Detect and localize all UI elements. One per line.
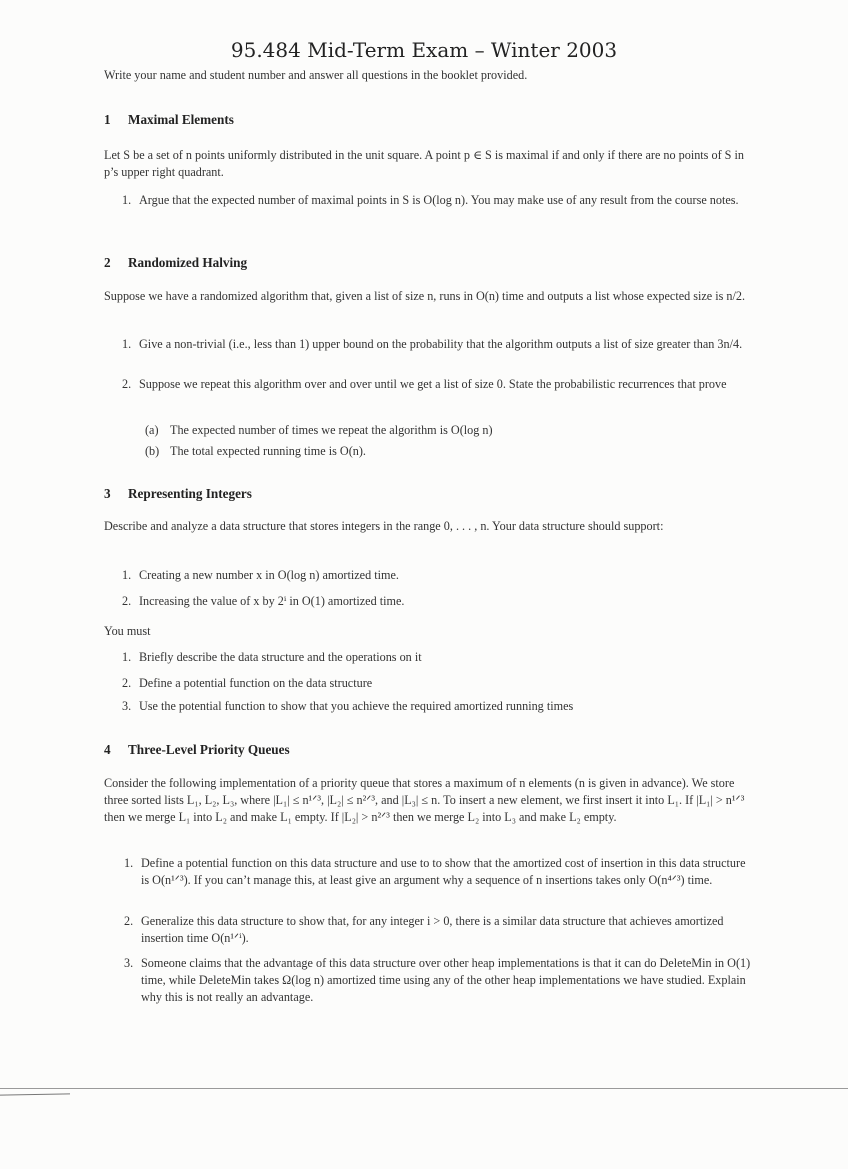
section-3-must-item-3: 3. Use the potential function to show that you achieve the required amortized running times bbox=[122, 699, 574, 713]
section-4-item-2: 2. Generalize this data structure to show that, for any integer i > 0, there is a similar data structure that achieves amortized insertion time O(n¹ᐟⁱ). bbox=[124, 914, 724, 945]
section-2-item-2: 2. Suppose we repeat this algorithm over and over until we get a list of size 0. State the probabilistic recurrences that prove bbox=[122, 377, 727, 391]
section-4-item-3: 3. Someone claims that the advantage of this data structure over other heap implementations is that it can do DeleteMin in O(1) time, while DeleteMin takes Ω(log n) amortized time using any of the other heap implementations we have studied. Explain why this is not really an advantage. bbox=[124, 956, 751, 1004]
section-3-item-1: 1. Creating a new number x in O(log n) amortized time. bbox=[122, 568, 399, 582]
section-2-heading: 2 Randomized Halving bbox=[104, 255, 248, 270]
section-3-must-item-2: 2. Define a potential function on the data structure bbox=[122, 676, 373, 690]
section-2-item-1: 1. Give a non-trivial (i.e., less than 1) upper bound on the probability that the algorithm outputs a list of size greater than 3n/4. bbox=[122, 337, 743, 351]
section-3-item-2: 2. Increasing the value of x by 2ⁱ in O(1) amortized time. bbox=[122, 594, 405, 608]
section-3-heading: 3 Representing Integers bbox=[104, 486, 252, 501]
section-1-item-1: 1. Argue that the expected number of maximal points in S is O(log n). You may make use of any result from the course notes. bbox=[122, 193, 739, 207]
section-4-heading: 4 Three-Level Priority Queues bbox=[104, 742, 290, 757]
section-1-heading: 1 Maximal Elements bbox=[104, 112, 234, 127]
section-3-must-label: You must bbox=[104, 624, 151, 638]
section-2-paragraph: Suppose we have a randomized algorithm that, given a list of size n, runs in O(n) time and outputs a list whose expected size is n/2. bbox=[104, 289, 746, 303]
section-1-paragraph: Let S be a set of n points uniformly distributed in the unit square. A point p ∈ S is maximal if and only if there are no points of S in p’s upper right quadrant. bbox=[104, 148, 744, 179]
section-3-must-item-1: 1. Briefly describe the data structure and the operations on it bbox=[122, 650, 422, 664]
exam-title: 95.484 Mid-Term Exam – Winter 2003 bbox=[230, 38, 618, 62]
section-3-paragraph: Describe and analyze a data structure that stores integers in the range 0, . . . , n. Your data structure should support: bbox=[104, 519, 664, 533]
section-2-subitem-a: (a) The expected number of times we repeat the algorithm is O(log n) bbox=[145, 423, 493, 437]
section-2-subitem-b: (b) The total expected running time is O(n). bbox=[145, 444, 366, 458]
section-4-item-1: 1. Define a potential function on this data structure and use to to show that the amortized cost of insertion in this data structure is O(n¹ᐟ³). If you can’t manage this, at least give an argument why a sequence of n insertions takes only O(n⁴ᐟ³) time. bbox=[124, 856, 746, 887]
intro-text: Write your name and student number and answer all questions in the booklet provided. bbox=[104, 68, 528, 82]
section-4-paragraph: Consider the following implementation of a priority queue that stores a maximum of n elements (n is given in advance). We store three sorted lists L₁, L₂, L₃, where |L₁| ≤ n¹ᐟ³, |L₂| ≤ n²ᐟ³, and |L₃| ≤ n. To insert a new element, we first insert it into L₁. If |L₁| > n¹ᐟ³ then we merge L₁ into L₂ and make L₁ empty. If |L₂| > n²ᐟ³ then we merge L₂ into L₃ and make L₂ empty. bbox=[104, 776, 745, 824]
page-edge-line bbox=[0, 1088, 848, 1089]
page-edge-mark bbox=[0, 1093, 70, 1095]
